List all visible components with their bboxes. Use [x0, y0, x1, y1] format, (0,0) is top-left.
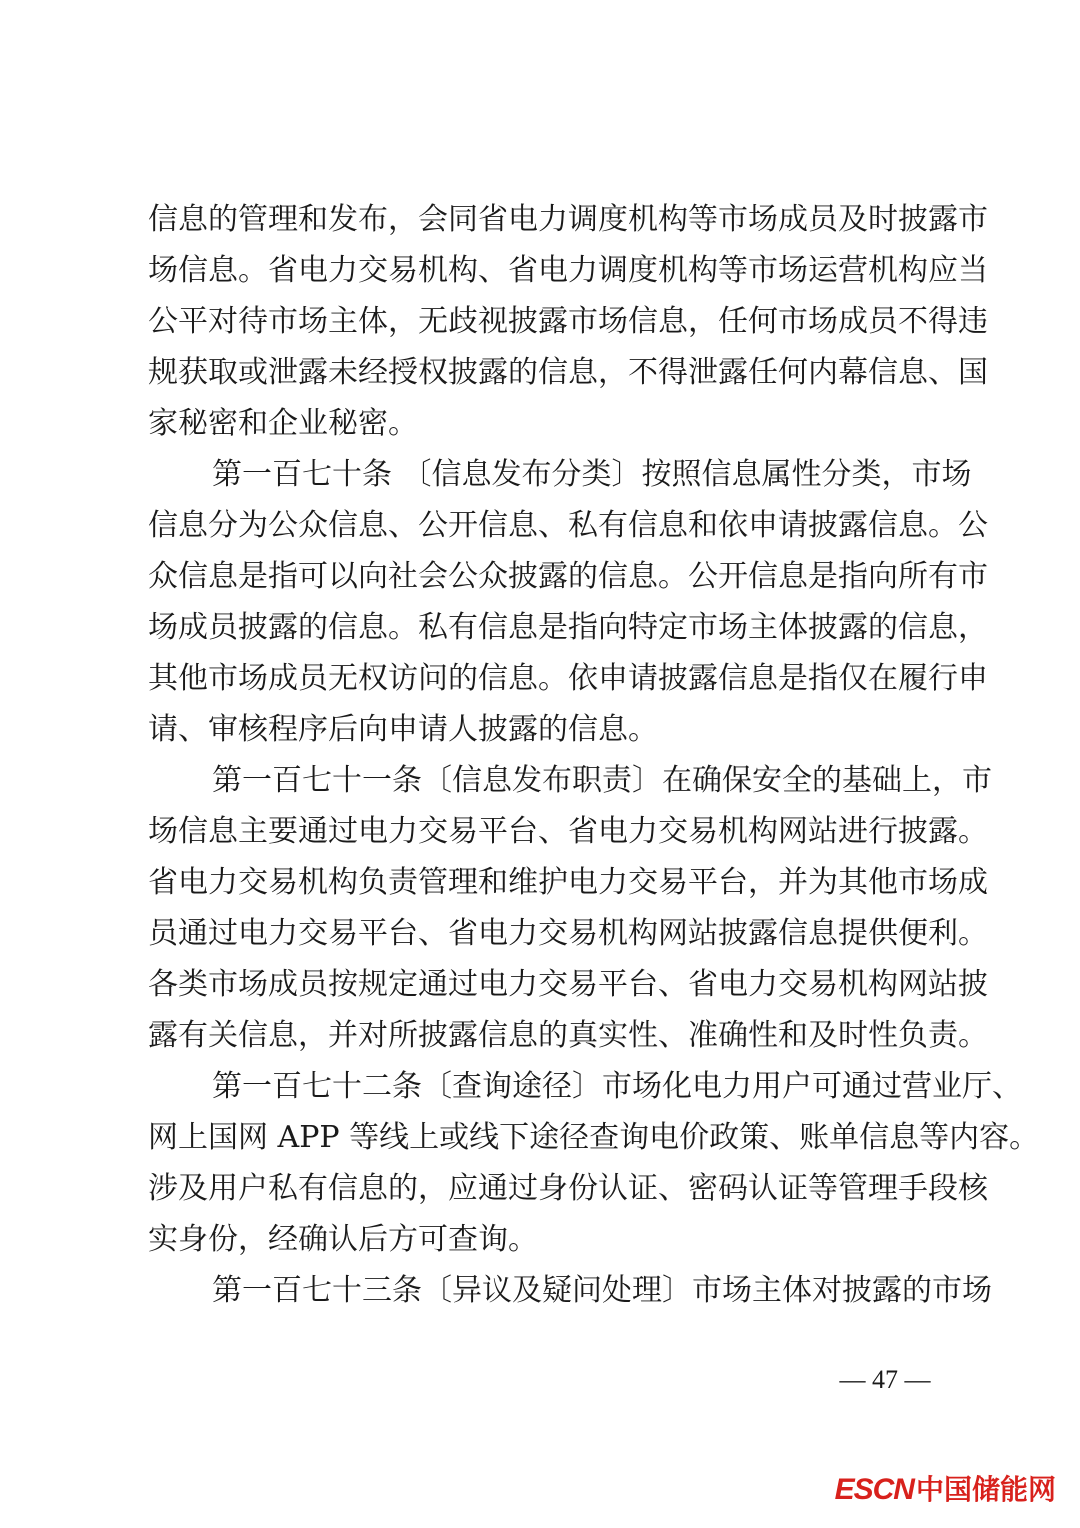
article-172-heading-line: 第一百七十二条〔查询途径〕市场化电力用户可通过营业厅、: [212, 1069, 1022, 1104]
paragraph-line: 规获取或泄露未经授权披露的信息，不得泄露任何内幕信息、国: [148, 355, 988, 390]
paragraph-line: 公平对待市场主体，无歧视披露市场信息，任何市场成员不得违: [148, 304, 988, 339]
paragraph-line: 各类市场成员按规定通过电力交易平台、省电力交易机构网站披: [148, 967, 988, 1002]
escn-watermark-logo: [835, 1470, 1056, 1510]
paragraph-line: 场信息。省电力交易机构、省电力调度机构等市场运营机构应当: [148, 253, 988, 288]
paragraph-line: 省电力交易机构负责管理和维护电力交易平台，并为其他市场成: [148, 865, 988, 900]
paragraph-line: 众信息是指可以向社会公众披露的信息。公开信息是指向所有市: [148, 559, 988, 594]
paragraph-line: 网上国网 APP 等线上或线下途径查询电价政策、账单信息等内容。: [148, 1120, 1040, 1155]
watermark-chinese-text: 中国储能网: [915, 1474, 1056, 1505]
article-170-heading-line: 第一百七十条 〔信息发布分类〕按照信息属性分类，市场: [212, 457, 972, 492]
paragraph-line: 员通过电力交易平台、省电力交易机构网站披露信息提供便利。: [148, 916, 988, 951]
paragraph-line: 露有关信息，并对所披露信息的真实性、准确性和及时性负责。: [148, 1018, 988, 1053]
paragraph-line: 家秘密和企业秘密。: [148, 406, 418, 441]
paragraph-line: 实身份，经确认后方可查询。: [148, 1222, 538, 1257]
paragraph-line: 请、审核程序后向申请人披露的信息。: [148, 712, 658, 747]
paragraph-line: 涉及用户私有信息的，应通过身份认证、密码认证等管理手段核: [148, 1171, 988, 1206]
paragraph-line: 场成员披露的信息。私有信息是指向特定市场主体披露的信息，: [148, 610, 988, 645]
paragraph-line: 其他市场成员无权访问的信息。依申请披露信息是指仅在履行申: [148, 661, 988, 696]
paragraph-line: 信息分为公众信息、公开信息、私有信息和依申请披露信息。公: [148, 508, 988, 543]
article-173-heading-line: 第一百七十三条〔异议及疑问处理〕市场主体对披露的市场: [212, 1273, 992, 1308]
watermark-latin-text: ESCN: [834, 1473, 914, 1506]
paragraph-line: 信息的管理和发布，会同省电力调度机构等市场成员及时披露市: [148, 202, 988, 237]
page-number: — 47 —: [839, 1365, 931, 1394]
article-171-heading-line: 第一百七十一条〔信息发布职责〕在确保安全的基础上，市: [212, 763, 992, 798]
paragraph-line: 场信息主要通过电力交易平台、省电力交易机构网站进行披露。: [148, 814, 988, 849]
